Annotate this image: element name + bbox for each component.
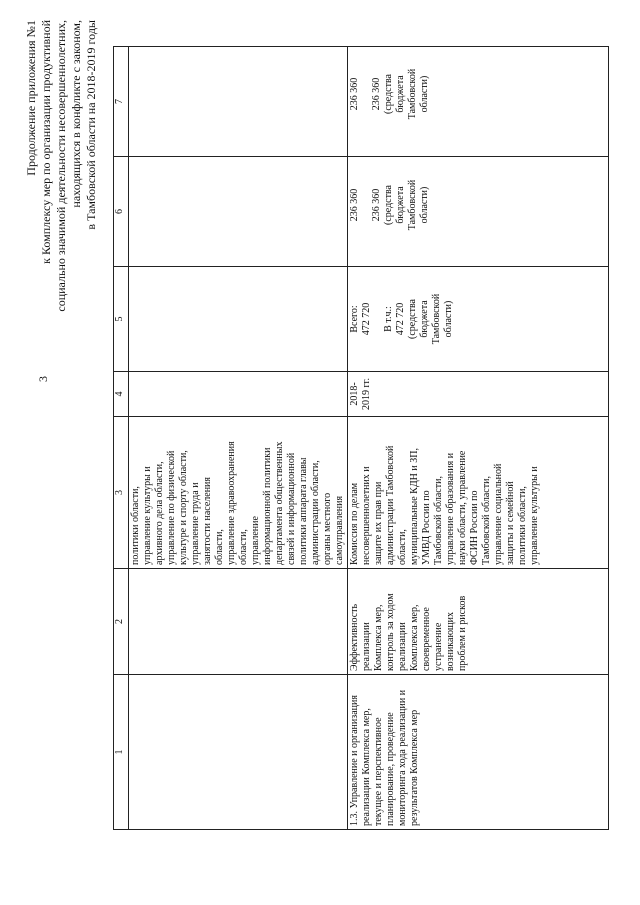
cell-line: реализации: [361, 622, 372, 671]
cell-line: области): [443, 300, 454, 338]
cell-line: политики области,: [130, 486, 141, 565]
cell-line: культуре и спорту области,: [178, 450, 189, 565]
cell-line: Комплекса мер,: [409, 604, 420, 671]
cell-line: (средства: [383, 185, 394, 225]
cell-line: Комиссия по делам: [349, 482, 360, 565]
cell-line: политики аппарата главы: [298, 457, 309, 565]
total-funding-cell: [348, 267, 609, 372]
cell-line: области): [419, 75, 430, 113]
cell-line: бюджета: [395, 75, 406, 113]
cell-line: (средства: [407, 299, 418, 339]
cell-line: 236 360: [371, 77, 382, 111]
header-line: к Комплексу мер по организации продуктивной: [39, 20, 53, 264]
table-cell: [129, 675, 348, 830]
spacer: [361, 160, 371, 250]
cell-line: 1.3. Управление и организация: [349, 695, 360, 826]
cell-line: (средства: [383, 74, 394, 114]
cell-line: защите их прав при: [373, 481, 384, 565]
cell-line: текущее и перспективное: [373, 717, 384, 826]
cell-line: своевременное: [421, 607, 432, 671]
header-line: Продолжение приложения №1: [24, 20, 38, 176]
table-cell: [129, 569, 348, 675]
cell-line: бюджета: [419, 300, 430, 338]
executors-cell: [348, 417, 609, 569]
cell-line: управление социальной: [493, 463, 504, 565]
column-number: 1: [114, 675, 129, 830]
cell-line: ФСИН России по: [469, 490, 480, 565]
cell-line: Всего:: [349, 305, 360, 333]
cell-line: управление культуры и: [529, 466, 540, 565]
cell-line: Тамбовской: [431, 293, 442, 345]
period-cell: [348, 372, 609, 417]
cell-line: информационной политики: [262, 447, 273, 565]
table-row: [348, 47, 609, 830]
table-cell: [129, 267, 348, 372]
cell-line: департамента общественных: [274, 441, 285, 565]
cell-line: результатов Комплекса мер: [409, 709, 420, 826]
cell-line: бюджета: [395, 186, 406, 224]
cell-line: области,: [397, 529, 408, 565]
funding-2018-cell: [348, 157, 609, 267]
cell-line: области,: [214, 529, 225, 565]
cell-line: занятости населения: [202, 476, 213, 565]
cell-line: реализации: [397, 622, 408, 671]
cell-line: управление: [250, 516, 261, 565]
cell-line: Эффективность: [349, 603, 360, 671]
column-number: 6: [114, 157, 129, 267]
cell-line: управление по физической: [166, 450, 177, 565]
cell-line: администрации области,: [310, 460, 321, 565]
cell-line: самоуправления: [334, 495, 345, 565]
cell-line: управление здравоохранения: [226, 441, 237, 565]
table-row: [129, 47, 348, 830]
cell-line: 236 360: [349, 77, 360, 111]
cell-line: 2018-: [349, 382, 360, 406]
cell-line: политики области,: [517, 486, 528, 565]
expected-result-cell: [348, 569, 609, 675]
header-line: находящихся в конфликте с законом,: [69, 20, 83, 208]
cell-line: науки области, управление: [457, 450, 468, 565]
cell-line: Комплекса мер,: [373, 604, 384, 671]
cell-line: администрации Тамбовской: [385, 445, 396, 565]
column-number: 3: [114, 417, 129, 569]
cell-line: планирование, проведение: [385, 712, 396, 826]
column-number: 2: [114, 569, 129, 675]
cell-line: проблем и рисков: [457, 595, 468, 671]
measure-title-cell: [348, 675, 609, 830]
measures-table: [113, 46, 609, 830]
cell-line: архивного дела области,: [154, 461, 165, 565]
cell-line: управление культуры и: [142, 466, 153, 565]
cell-line: 2019 гг.: [361, 377, 372, 411]
cell-line: В т.ч.:: [383, 306, 394, 332]
cell-line: устранение: [433, 622, 444, 671]
table-cell: [129, 157, 348, 267]
cell-line: 472 720: [395, 302, 406, 336]
appendix-header: [24, 20, 99, 490]
cell-line: органы местного: [322, 492, 333, 565]
cell-line: защиты и семейной: [505, 481, 516, 565]
cell-line: реализации Комплекса мер,: [361, 708, 372, 826]
cell-line: муниципальные КДН и ЗП,: [409, 448, 420, 565]
table-cell: [129, 47, 348, 157]
column-number-row: [114, 47, 129, 830]
cell-line: 472 720: [361, 302, 372, 336]
spacer: [361, 50, 371, 138]
cell-line: Тамбовской: [407, 68, 418, 120]
cell-line: области,: [238, 529, 249, 565]
cell-line: управление труда и: [190, 482, 201, 565]
cell-line: Тамбовской области,: [433, 476, 444, 565]
cell-line: УМВД России по: [421, 490, 432, 565]
page-number: 3: [36, 376, 50, 382]
column-number: 5: [114, 267, 129, 372]
spacer: [373, 270, 383, 368]
column-number: 4: [114, 372, 129, 417]
cell-line: области): [419, 186, 430, 224]
cell-line: мониторинга хода реализации и: [397, 689, 408, 826]
header-line: социально значимой деятельности несовершеннолетних,: [54, 20, 68, 312]
cell-line: несовершеннолетних и: [361, 466, 372, 565]
cell-line: 236 360: [371, 188, 382, 222]
header-line: в Тамбовской области на 2018-2019 годы: [84, 20, 98, 230]
cell-line: возникающих: [445, 612, 456, 671]
cell-line: Тамбовской: [407, 179, 418, 231]
cell-line: связей и информационной: [286, 452, 297, 565]
table-cell: [129, 372, 348, 417]
funding-2019-cell: [348, 47, 609, 157]
cell-line: управление образования и: [445, 452, 456, 565]
column-number: 7: [114, 47, 129, 157]
cell-line: Тамбовской области,: [481, 476, 492, 565]
executors-cell: [129, 417, 348, 569]
cell-line: контроль за ходом: [385, 593, 396, 671]
cell-line: 236 360: [349, 188, 360, 222]
